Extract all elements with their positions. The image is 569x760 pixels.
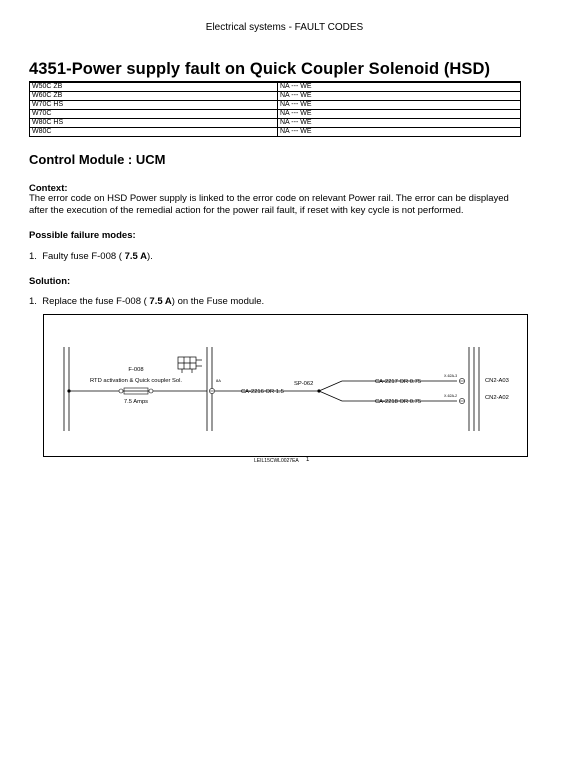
pin-8a-label: 8A [216, 378, 221, 383]
solution-heading: Solution: [29, 276, 71, 287]
model-row [30, 110, 521, 119]
fuse-rating-label: 7.5 Amps [123, 399, 149, 405]
model-name: W70C [30, 110, 278, 119]
context-text: The error code on HSD Power supply is linked to the error code on relevant Power rail. The error can be displayed after the execution of the remedial action for the power rail fault, if reset with key cycle is not performed. [29, 193, 509, 216]
model-name: W70C HS [30, 101, 278, 110]
model-region: NA --- WE [278, 101, 521, 110]
fuse-desc-label: RTD activation & Quick coupler Sol. [89, 378, 183, 384]
page-title: 4351-Power supply fault on Quick Coupler Solenoid (HSD) [29, 60, 521, 82]
figure-reference: LEIL15CWL0027EA [254, 458, 299, 464]
context-heading: Context: [29, 183, 68, 194]
figure-number: 1 [306, 457, 310, 463]
model-region: NA --- WE [278, 92, 521, 101]
model-row [30, 101, 521, 110]
wire-top-label: CA-2217 OR 0.75 [375, 379, 422, 385]
model-row [30, 83, 521, 92]
splice-label: SP-062 [294, 381, 314, 387]
model-name: W80C [30, 128, 278, 137]
fuse-terminal-left [119, 389, 123, 393]
model-name: W50C ZB [30, 83, 278, 92]
fuse-terminal-right [149, 389, 153, 393]
wire-main-label: CA-2216 OR 1.5 [241, 389, 284, 395]
model-name: W80C HS [30, 119, 278, 128]
fuse-box-icon [178, 357, 202, 373]
model-row [30, 92, 521, 101]
pin-top-label: X-62A-3 [444, 374, 458, 378]
model-table [29, 82, 521, 137]
model-region: NA --- WE [278, 119, 521, 128]
control-module-title: Control Module : UCM [29, 152, 166, 167]
connector-top-label: CN2-A03 [485, 378, 509, 384]
model-region: NA --- WE [278, 110, 521, 119]
pin-bottom-label: X-62A-2 [444, 394, 458, 398]
wire-bottom-label: CA-2218 OR 0.75 [375, 399, 422, 405]
failure-mode-item: 1. Faulty fuse F-008 ( 7.5 A). [29, 251, 153, 262]
bus-node [67, 389, 70, 392]
model-row [30, 119, 521, 128]
model-region: NA --- WE [278, 128, 521, 137]
fuse-id-label: F-008 [128, 367, 144, 373]
model-row [30, 128, 521, 137]
wiring-diagram [43, 314, 528, 457]
running-header: Electrical systems - FAULT CODES [205, 22, 364, 33]
solution-item: 1. Replace the fuse F-008 ( 7.5 A) on the Fuse module. [29, 296, 265, 307]
wiring-diagram-svg [44, 315, 527, 456]
model-name: W60C ZB [30, 92, 278, 101]
failure-modes-heading: Possible failure modes: [29, 230, 136, 241]
model-region: NA --- WE [278, 83, 521, 92]
connector-bottom-label: CN2-A02 [485, 395, 509, 401]
